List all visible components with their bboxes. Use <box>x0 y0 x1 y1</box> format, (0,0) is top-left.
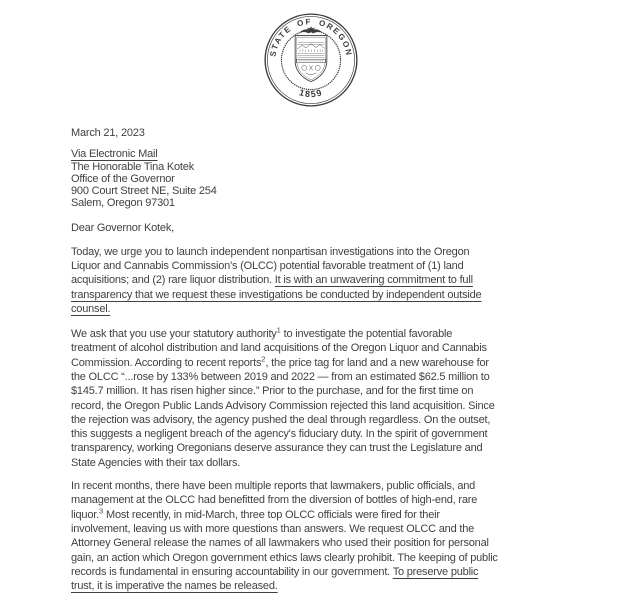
text-segment: Commission. According to recent reports <box>71 356 262 369</box>
text-segment: trust, it is imperative the names be released. <box>71 580 278 593</box>
salutation: Dear Governor Kotek, <box>71 222 174 235</box>
seal-year-caption: 1859 <box>297 87 324 100</box>
text-line <box>71 493 601 507</box>
text-segment: Today, we urge you to launch independent nonpartisan investigations into the Oregon <box>71 245 470 258</box>
text-segment: gain, an action which Oregon government ethics laws clearly prohibit. The keeping of public <box>71 551 498 564</box>
text-line <box>71 551 601 565</box>
text-segment: The Honorable Tina Kotek <box>71 160 194 173</box>
text-line <box>71 273 601 287</box>
text-segment: the rejection was advisory, the agency pushed the deal through regardless. On the outset, <box>71 413 491 426</box>
text-line <box>71 441 601 455</box>
text-segment: In recent months, there have been multiple reports that lawmakers, public officials, and <box>71 480 476 493</box>
text-line <box>71 302 601 316</box>
text-segment: Liquor and Cannabis Commission's (OLCC) potential favorable treatment of (1) land <box>71 259 464 272</box>
text-line <box>71 522 601 536</box>
text-line <box>71 427 601 441</box>
text-line <box>71 245 601 259</box>
text-segment: State Agencies with their tax dollars. <box>71 456 241 469</box>
text-segment: the OLCC “...rose by 133% between 2019 and 2022 — from an estimated $62.5 million to <box>71 370 490 383</box>
text-line <box>71 508 601 522</box>
text-line <box>71 456 601 470</box>
text-segment: Office of the Governor <box>71 172 175 185</box>
text-segment: management at the OLCC had benefitted from the diversion of bottles of high-end, rare <box>71 494 478 507</box>
footnote-marker: 3 <box>98 506 104 515</box>
text-line <box>71 341 601 355</box>
text-segment: acquisitions; and (2) rare liquor distribution. <box>71 274 275 287</box>
delivery-method: Via Electronic Mail <box>71 148 158 161</box>
text-line <box>71 327 601 341</box>
text-line <box>71 479 601 493</box>
text-segment: transparency that we request these investigations be conducted by independent outside <box>71 288 482 301</box>
text-segment: treatment of alcohol distribution and land acquisitions of the Oregon Liquor and Cannabis <box>71 342 487 355</box>
oregon-state-seal <box>263 12 359 108</box>
recipient-address <box>71 161 601 210</box>
text-segment: transparency, working Oregonians deserve assurance they can trust the Legislature and <box>71 442 483 455</box>
text-line <box>71 259 601 273</box>
text-line <box>71 384 601 398</box>
text-line <box>71 399 601 413</box>
text-line <box>71 579 601 593</box>
text-segment: To preserve public <box>392 565 479 578</box>
text-line <box>71 356 601 370</box>
text-line <box>71 197 601 209</box>
eagle-icon <box>299 27 321 34</box>
footnote-marker: 1 <box>276 325 281 335</box>
paragraph-2 <box>71 327 601 470</box>
text-segment: liquor. <box>71 508 99 521</box>
text-segment: to investigate the potential favorable <box>280 328 453 341</box>
text-line <box>71 536 601 550</box>
text-segment: Most recently, in mid-March, three top OLCC officials were fired for their <box>103 508 440 521</box>
text-line <box>71 173 601 185</box>
letter-body <box>0 126 621 593</box>
text-segment: counsel. <box>71 302 111 315</box>
paragraph-3 <box>71 479 601 593</box>
text-segment: We ask that you use your statutory authority <box>71 328 277 341</box>
text-line <box>71 370 601 384</box>
seal-top-caption: STATE OF OREGON <box>267 17 354 58</box>
seal-crest <box>295 27 327 82</box>
text-segment: Attorney General release the names of all lawmakers who used their position for personal <box>71 537 489 550</box>
text-segment: involvement, leaving us with more questions than answers. We request OLCC and the <box>71 522 475 535</box>
text-segment: this suggests a negligent breach of the agency's fiduciary duty. In the spirit of government <box>71 428 488 441</box>
text-line <box>71 565 601 579</box>
text-segment: 900 Court Street NE, Suite 254 <box>71 184 217 197</box>
text-line <box>71 161 601 173</box>
paragraph-1 <box>71 245 601 316</box>
text-segment: record, the Oregon Public Lands Advisory Commission rejected this land acquisition. Since <box>71 399 495 412</box>
text-line <box>71 185 601 197</box>
letter-date: March 21, 2023 <box>71 127 145 139</box>
text-segment: , the price tag for land and a new warehouse for <box>265 356 489 369</box>
seal-beaded-circle <box>281 30 340 89</box>
text-segment: It is with an unwavering commitment to full <box>274 274 473 287</box>
text-segment: Salem, Oregon 97301 <box>71 197 175 210</box>
text-line <box>71 413 601 427</box>
text-line <box>71 288 601 302</box>
text-segment: $145.7 million. It has risen higher since.” Prior to the purchase, and for the first time on <box>71 385 474 398</box>
footnote-marker: 2 <box>261 354 266 364</box>
text-segment: records is fundamental in ensuring accountability in our government. <box>71 565 393 578</box>
